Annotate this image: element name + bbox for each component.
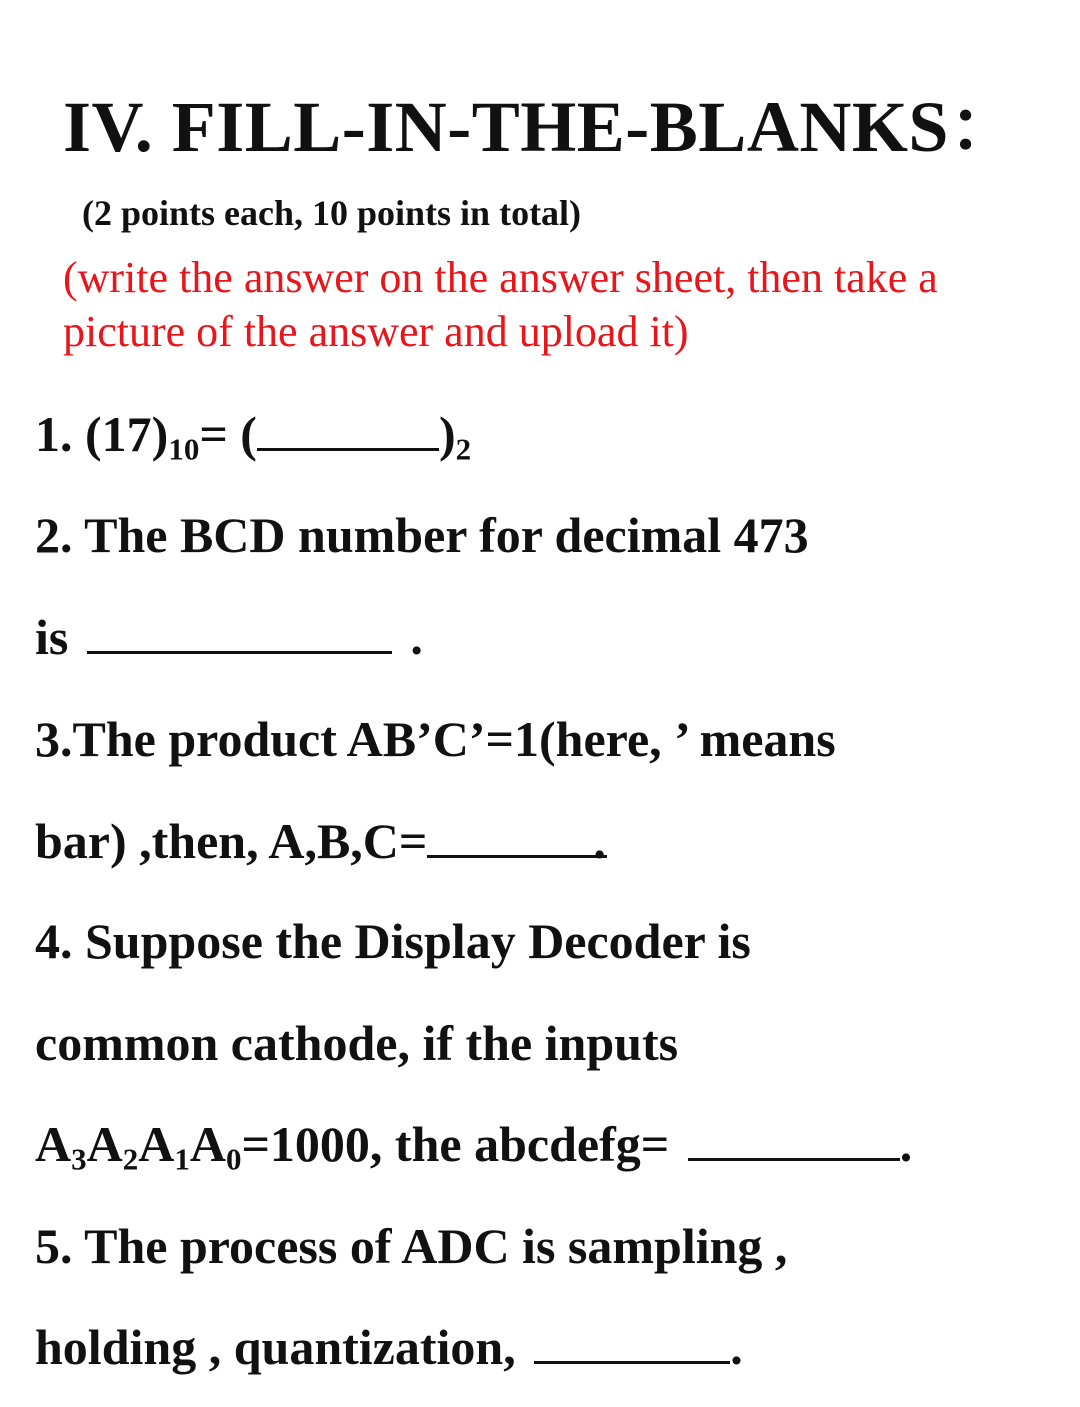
answer-blank-4[interactable] <box>688 1157 900 1161</box>
input-a2-letter: A <box>86 1116 123 1172</box>
input-a0-index: 0 <box>225 1141 242 1177</box>
question-1 <box>35 405 472 467</box>
question-1-base-in: 10 <box>168 431 200 467</box>
instruction-line-2: picture of the answer and upload it) <box>63 307 689 356</box>
question-1-base-out: 2 <box>455 431 472 467</box>
question-2-line-2 <box>35 608 423 666</box>
question-3-lead: bar) ,then, A,B,C= <box>35 813 428 869</box>
question-1-close: ) <box>438 406 456 462</box>
answer-blank-5[interactable] <box>534 1360 730 1364</box>
question-4-line-3 <box>35 1115 913 1177</box>
input-a0-letter: A <box>189 1116 226 1172</box>
question-2-end: . <box>410 609 423 665</box>
input-a2-index: 2 <box>122 1141 139 1177</box>
input-a3-letter: A <box>35 1116 72 1172</box>
question-1-lead: 1. (17) <box>35 406 169 462</box>
question-4-end: . <box>899 1116 913 1172</box>
question-5-end: . <box>730 1319 743 1375</box>
question-5-lead: holding , quantization, <box>35 1319 516 1375</box>
question-4-tail: =1000, the abcdefg= <box>241 1116 670 1172</box>
question-2-line-1: 2. The BCD number for decimal 473 <box>35 507 809 563</box>
question-3-end: . <box>593 813 606 869</box>
question-3-line-1: 3.The product AB’C’=1(here, ’ means <box>35 711 836 767</box>
answer-blank-3[interactable] <box>427 854 607 858</box>
question-2-lead: is <box>35 609 69 665</box>
question-1-equals: = ( <box>199 406 257 462</box>
section-title: IV. FILL-IN-THE-BLANKS： <box>63 87 1022 167</box>
input-a1-letter: A <box>138 1116 175 1172</box>
instruction-line-1: (write the answer on the answer sheet, then take a <box>63 253 938 302</box>
question-5-line-2 <box>35 1318 743 1376</box>
question-5-line-1: 5. The process of ADC is sampling , <box>35 1218 788 1274</box>
question-4-line-1: 4. Suppose the Display Decoder is <box>35 913 751 969</box>
answer-blank-1[interactable] <box>257 447 439 451</box>
input-a1-index: 1 <box>174 1141 190 1177</box>
question-3-line-2 <box>35 812 606 870</box>
question-4-line-2: common cathode, if the inputs <box>35 1015 679 1071</box>
input-a3-index: 3 <box>71 1141 87 1177</box>
points-note: (2 points each, 10 points in total) <box>82 193 582 233</box>
answer-blank-2[interactable] <box>87 650 392 654</box>
